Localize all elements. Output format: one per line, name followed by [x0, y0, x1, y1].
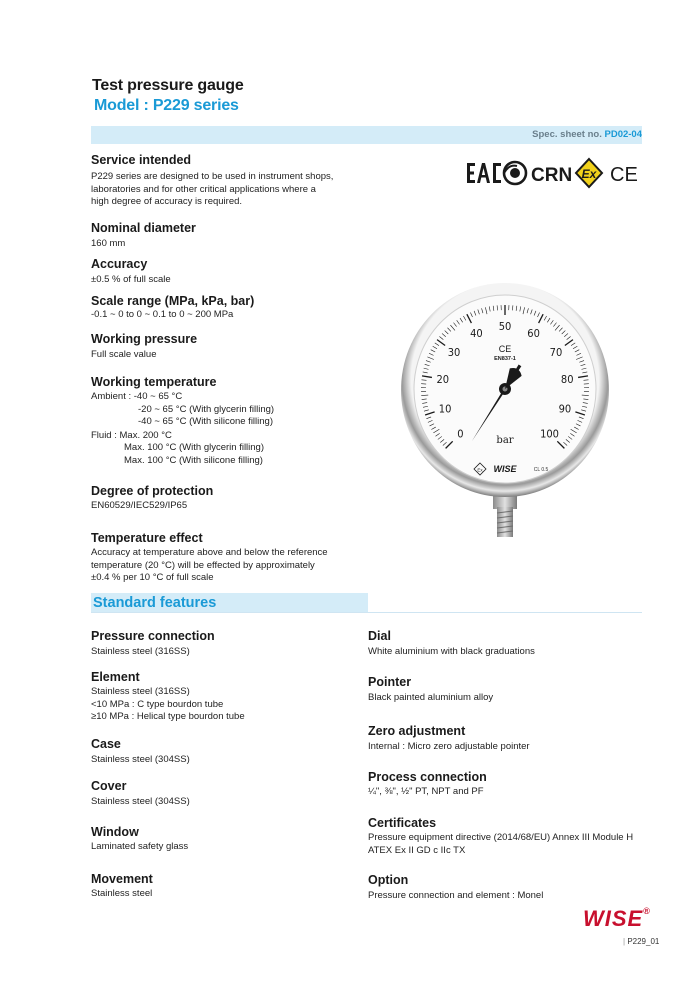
- section-text: -0.1 ~ 0 to 0 ~ 0.1 to 0 ~ 200 MPa: [91, 309, 234, 320]
- section-text: Full scale value: [91, 349, 157, 360]
- section-text: laboratories and for other critical applications where a: [91, 183, 316, 195]
- page-title: Test pressure gauge: [92, 77, 244, 94]
- feature-text: Internal : Micro zero adjustable pointer: [368, 741, 530, 752]
- section-heading: Accuracy: [91, 257, 148, 271]
- feature-text: Pressure connection and element : Monel: [368, 890, 544, 901]
- service-intended-section: [91, 153, 381, 209]
- gauge-unit: bar: [496, 435, 514, 446]
- gauge-class: CL 0.5: [533, 467, 549, 473]
- accuracy-section: [91, 257, 381, 287]
- feature-element: [91, 670, 381, 724]
- ce-label: CE: [610, 164, 638, 186]
- feature-heading: Pointer: [368, 675, 412, 689]
- feature-heading: Cover: [91, 779, 127, 793]
- pressure-gauge-image: [398, 283, 613, 543]
- gauge-tick-label: 30: [447, 345, 461, 359]
- certification-logos: [465, 156, 645, 190]
- feature-text: ATEX Ex II GD c IIc TX: [368, 844, 466, 856]
- fluid-line: Max. 100 °C (With glycerin filling): [124, 442, 265, 453]
- gauge-ex-label: Ex: [477, 467, 483, 473]
- section-text: Accuracy at temperature above and below the reference: [91, 547, 328, 558]
- feature-text: Stainless steel (304SS): [91, 796, 190, 807]
- gauge-tick-label: 100: [540, 427, 559, 441]
- registered-mark: ®: [643, 905, 651, 916]
- feature-text: Stainless steel (316SS): [91, 686, 190, 697]
- feature-window: [91, 825, 381, 854]
- page-code: P229_01: [627, 937, 660, 946]
- gauge-brand: WISE: [493, 464, 517, 474]
- ambient-line: -20 ~ 65 °C (With glycerin filling): [138, 403, 275, 415]
- section-heading: Working pressure: [91, 332, 198, 346]
- gauge-tick-label: 20: [436, 373, 450, 387]
- gost-icon: [504, 162, 526, 184]
- standard-features-divider: [91, 612, 642, 613]
- section-text: high degree of accuracy is required.: [91, 196, 243, 207]
- feature-text: Stainless steel (304SS): [91, 754, 190, 765]
- feature-process-connection: [368, 770, 658, 799]
- feature-text: Stainless steel (316SS): [91, 646, 190, 657]
- section-text: EN60529/IEC529/IP65: [91, 500, 188, 511]
- feature-zero-adjustment: [368, 724, 658, 754]
- fluid-line: Max. 100 °C (With silicone filling): [124, 454, 263, 466]
- feature-heading: Element: [91, 670, 140, 684]
- section-heading: Degree of protection: [91, 484, 214, 498]
- feature-heading: Case: [91, 737, 121, 751]
- model-title: Model : P229 series: [94, 97, 239, 114]
- feature-heading: Certificates: [368, 816, 437, 830]
- section-heading: Working temperature: [91, 375, 217, 389]
- section-text: 160 mm: [91, 238, 126, 249]
- gauge-tick-label: 90: [558, 402, 572, 416]
- working-temperature-section: [91, 375, 381, 467]
- feature-heading: Dial: [368, 629, 391, 643]
- logo-text: WISE: [583, 906, 644, 931]
- section-text: ±0.5 % of full scale: [91, 274, 171, 285]
- ambient-line: -40 ~ 65 °C (With silicone filling): [138, 416, 273, 427]
- gauge-standard: EN837-1: [494, 356, 516, 362]
- feature-case: [91, 737, 381, 767]
- section-heading: Nominal diameter: [91, 221, 196, 235]
- feature-heading: Movement: [91, 872, 153, 886]
- feature-text: Laminated safety glass: [91, 841, 189, 852]
- feature-heading: Window: [91, 825, 139, 839]
- fluid-line: Fluid : Max. 200 °C: [91, 429, 172, 441]
- section-heading: Scale range (MPa, kPa, bar): [91, 294, 255, 308]
- gauge-tick-label: 0: [457, 427, 464, 441]
- protection-section: [91, 484, 381, 513]
- spec-prefix: Spec. sheet no.: [532, 129, 602, 140]
- section-text: P229 series are designed to be used in instrument shops,: [91, 171, 334, 182]
- eac-icon: [467, 163, 501, 183]
- section-heading: Service intended: [91, 153, 192, 167]
- gauge-tick-label: 10: [438, 402, 452, 416]
- page-number: [623, 937, 659, 946]
- spec-sheet-number: [532, 129, 642, 140]
- standard-features-title: Standard features: [93, 595, 217, 611]
- crn-label: CRN: [531, 165, 573, 186]
- scale-range-section: [91, 294, 381, 322]
- feature-text: Black painted aluminium alloy: [368, 692, 494, 703]
- section-heading: Temperature effect: [91, 531, 203, 545]
- gauge-tick-label: 70: [549, 345, 563, 359]
- working-pressure-section: [91, 332, 381, 362]
- feature-option: [368, 873, 658, 903]
- temperature-effect-section: [91, 531, 381, 585]
- feature-movement: [91, 872, 381, 901]
- feature-certificates: [368, 816, 668, 857]
- ex-label: Ex: [581, 167, 597, 181]
- spec-code: PD02-04: [604, 129, 642, 140]
- ambient-line: Ambient : -40 ~ 65 °C: [91, 391, 183, 402]
- gauge-tick-label: 60: [527, 326, 540, 340]
- feature-heading: Option: [368, 873, 409, 887]
- feature-text: White aluminium with black graduations: [368, 646, 535, 657]
- section-text: temperature (20 °C) will be effected by approximately: [91, 559, 315, 571]
- section-text: ±0.4 % per 10 °C of full scale: [91, 572, 214, 583]
- feature-cover: [91, 779, 381, 809]
- feature-pointer: [368, 675, 658, 705]
- feature-text: ≥10 MPa : Helical type bourdon tube: [91, 711, 245, 722]
- feature-dial: [368, 629, 658, 659]
- page-divider: |: [623, 937, 626, 946]
- feature-heading: Zero adjustment: [368, 724, 466, 738]
- feature-text: <10 MPa : C type bourdon tube: [91, 698, 224, 710]
- atex-ex-icon: [576, 159, 602, 187]
- gauge-tick-label: 40: [470, 326, 483, 340]
- feature-text: ¼", ⅜", ½" PT, NPT and PF: [368, 786, 484, 797]
- gauge-ce-mark: CE: [498, 344, 512, 354]
- gauge-tick-label: 80: [560, 373, 574, 387]
- feature-heading: Pressure connection: [91, 629, 215, 643]
- feature-pressure-connection: [91, 629, 381, 659]
- wise-logo: [583, 906, 651, 932]
- gauge-tick-label: 50: [498, 320, 512, 333]
- feature-heading: Process connection: [368, 770, 487, 784]
- nominal-diameter-section: [91, 221, 381, 251]
- feature-text: Stainless steel: [91, 888, 153, 899]
- feature-text: Pressure equipment directive (2014/68/EU) Annex III Module H: [368, 832, 634, 843]
